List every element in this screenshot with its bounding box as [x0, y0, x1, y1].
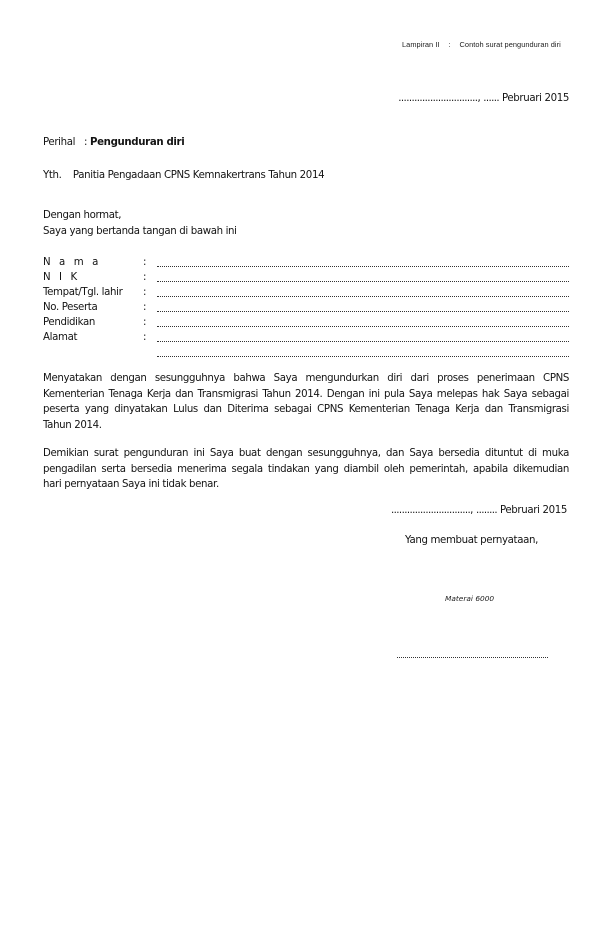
subject-value: Pengunduran diri	[89, 137, 185, 148]
paragraph-line: hari pernyataan Saya ini tidak benar.	[43, 479, 219, 491]
attachment-annotation	[402, 40, 561, 49]
intro-sentence: Saya yang bertanda tangan di bawah ini	[43, 226, 237, 237]
subject-separator: :	[84, 137, 88, 148]
field-blank-name[interactable]	[157, 266, 569, 267]
field-colon: :	[143, 302, 147, 313]
place-placeholder: ..............................	[391, 505, 471, 516]
month-year: Pebruari 2015	[501, 93, 569, 104]
form-row-name	[43, 255, 569, 270]
closing-paragraph	[43, 446, 569, 493]
day-placeholder: ........	[475, 505, 498, 516]
statement-paragraph	[43, 371, 569, 433]
paragraph-line: Menyatakan dengan sesungguhnya bahwa Saya mengundurkan diri dari proses penerimaan CPNS	[43, 373, 569, 384]
day-placeholder: ......	[483, 93, 500, 104]
greeting: Dengan hormat,	[43, 210, 122, 221]
field-blank-address[interactable]	[157, 341, 569, 342]
field-label-participant-number: No. Peserta	[43, 302, 98, 313]
field-colon: :	[143, 257, 147, 268]
field-label-name: N a m a	[43, 257, 101, 268]
form-row-birth	[43, 285, 569, 300]
signatory-label: Yang membuat pernyataan,	[405, 535, 538, 546]
paragraph-line: Tahun 2014.	[43, 419, 102, 431]
form-row-participant-number	[43, 300, 569, 315]
field-colon: :	[143, 332, 147, 343]
field-label-nik: N I K	[43, 272, 80, 283]
field-label-birth: Tempat/Tgl. lahir	[43, 287, 123, 298]
form-row-nik	[43, 270, 569, 285]
annotation-text: Contoh surat pengunduran diri	[459, 40, 561, 49]
field-blank-nik[interactable]	[157, 281, 569, 282]
annotation-separator: :	[448, 40, 451, 49]
annotation-label: Lampiran II	[402, 40, 440, 49]
paragraph-line: peserta yang dinyatakan Lulus dan Diterima sebagai CPNS Kementerian Tenaga Kerja dan Transmigrasi	[43, 404, 569, 416]
date-comma: ,	[470, 505, 474, 516]
field-blank-participant-number[interactable]	[157, 311, 569, 312]
field-colon: :	[143, 287, 147, 298]
subject-label: Perihal	[43, 137, 76, 148]
date-line-top	[398, 93, 569, 104]
date-line-bottom	[391, 505, 567, 516]
field-label-education: Pendidikan	[43, 317, 96, 328]
paragraph-line: Kementerian Tenaga Kerja dan Transmigrasi Tahun 2014. Dengan ini pula Saya melepas hak Saya sebagai	[43, 388, 569, 400]
field-blank-address-line-2[interactable]	[157, 356, 569, 357]
paragraph-line: pengadilan serta bersedia menerima segala tindakan yang diambil oleh pemerintah, apabila dikemudian	[43, 463, 569, 475]
identity-form	[43, 255, 569, 360]
form-row-education	[43, 315, 569, 330]
place-placeholder: ..............................	[398, 93, 478, 104]
addressee-value: Panitia Pengadaan CPNS Kemnakertrans Tahun 2014	[72, 170, 325, 181]
field-blank-birth[interactable]	[157, 296, 569, 297]
month-year: Pebruari 2015	[499, 505, 567, 516]
addressee-line	[43, 170, 324, 181]
stamp-duty-label: Materai 6000	[445, 594, 495, 603]
field-colon: :	[143, 272, 147, 283]
field-blank-education[interactable]	[157, 326, 569, 327]
form-row-address-continued	[43, 345, 569, 360]
form-row-address	[43, 330, 569, 345]
signature-line[interactable]	[397, 657, 548, 658]
date-comma: ,	[477, 93, 481, 104]
paragraph-line: Demikian surat pengunduran ini Saya buat dengan sesungguhnya, dan Saya bersedia dituntut di muka	[43, 448, 569, 459]
field-label-address: Alamat	[43, 332, 78, 343]
addressee-label: Yth.	[43, 170, 62, 181]
subject-line	[43, 137, 184, 148]
field-colon: :	[143, 317, 147, 328]
